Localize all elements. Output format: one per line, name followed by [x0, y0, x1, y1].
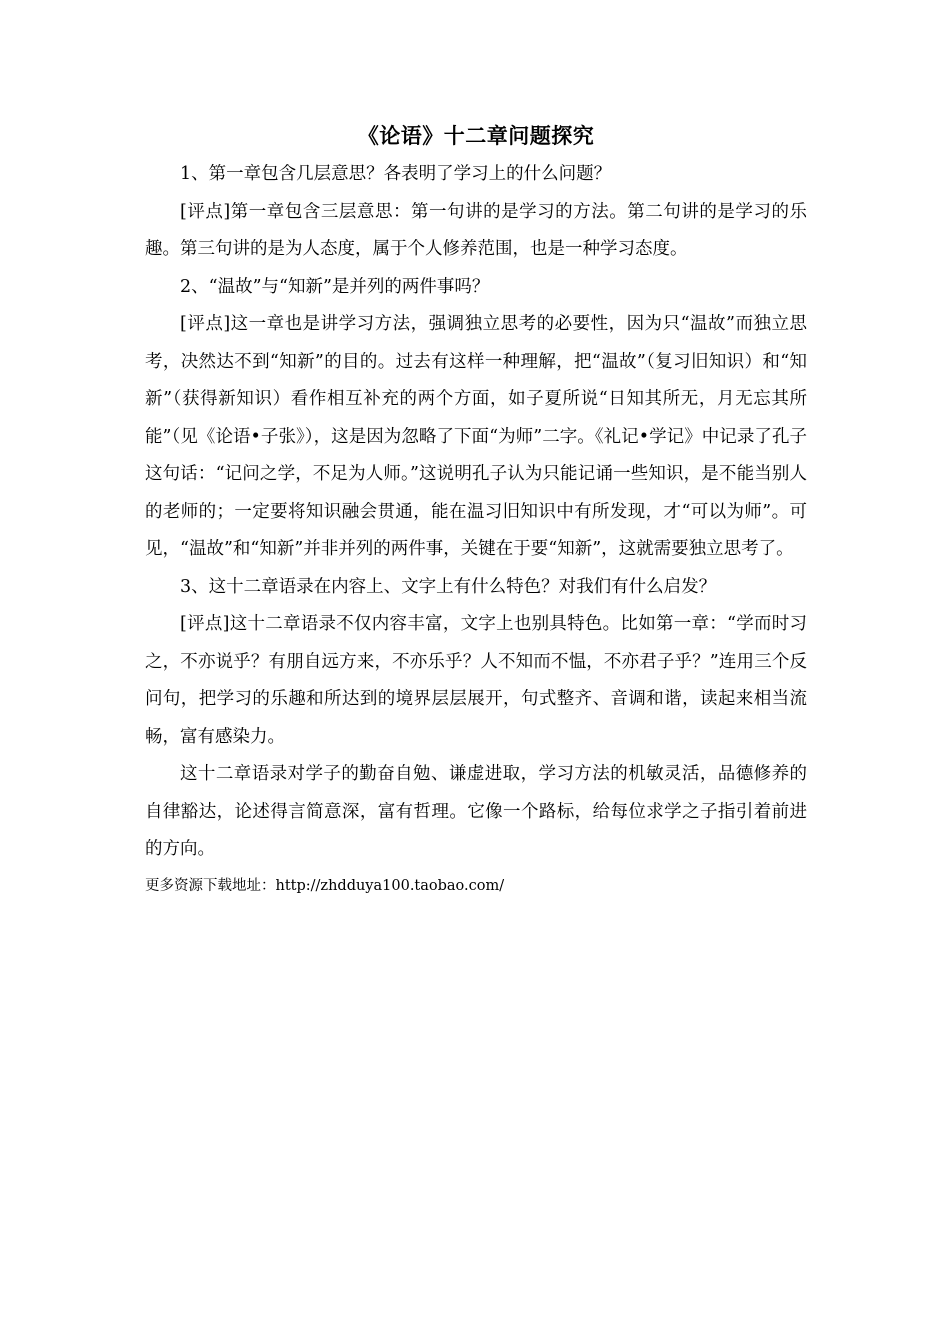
question-3: 3、这十二章语录在内容上、文字上有什么特色？对我们有什么启发？: [180, 576, 717, 597]
download-footer[interactable]: 更多资源下载地址：http://zhdduya100.taobao.com/: [145, 877, 505, 894]
comment-1: [评点]第一章包含三层意思：第一句讲的是学习的方法。第二句讲的是学习的乐趣。第三句讲的是为人态度，属于个人修养范围，也是一种学习态度。: [145, 201, 807, 259]
question-1: 1、第一章包含几层意思？各表明了学习上的什么问题？: [180, 164, 612, 184]
comment-2: [评点]这一章也是讲学习方法，强调独立思考的必要性，因为只“温故”而独立思考，决然达不到“知新”的目的。过去有这样一种理解，把“温故”（复习旧知识）和“知新”（获得新知识）看作相互补充的两个方面，如子夏所说“日知其所无，月无忘其所能”（见《论语•子张》），这是因为忽略了下面“为师”二字。《礼记•学记》中记录了孔子这句话：“记问之学，不足为人师。”这说明孔子认为只能记诵一些知识，是不能当别人的老师的；一定要将知识融会贯通，能在温习旧知识中有所发现，才“可以为师”。可见，“温故”和“知新”并非并列的两件事，关键在于要“知新”，这就需要独立思考了。: [145, 314, 807, 559]
conclusion-paragraph: 这十二章语录对学子的勤奋自勉、谦虚进取，学习方法的机敏灵活，品德修养的自律豁达，论述得言简意深，富有哲理。它像一个路标，给每位求学之子指引着前进的方向。: [145, 764, 807, 859]
document-page: [145, 118, 807, 899]
question-2: 2、“温故”与“知新”是并列的两件事吗？: [180, 276, 490, 297]
comment-3: [评点]这十二章语录不仅内容丰富，文字上也别具特色。比如第一章：“学而时习之，不亦说乎？有朋自远方来，不亦乐乎？人不知而不愠，不亦君子乎？”连用三个反问句，把学习的乐趣和所达到的境界层层展开，句式整齐、音调和谐，读起来相当流畅，富有感染力。: [145, 614, 807, 747]
document-title: 《论语》十二章问题探究: [357, 123, 595, 148]
